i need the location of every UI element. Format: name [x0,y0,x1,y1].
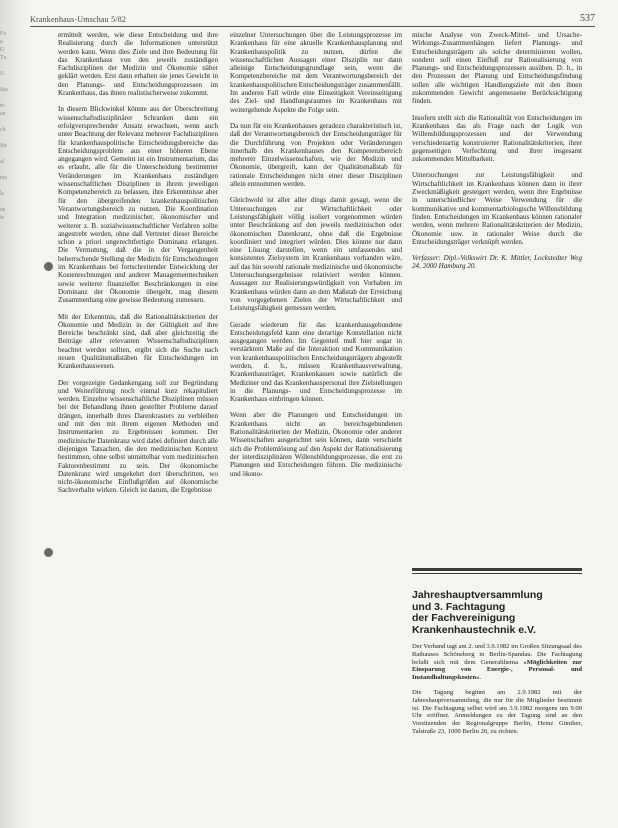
gutter-fragment: le [0,191,5,197]
paragraph: ermittelt werden, wie diese Entscheidung und ihre Realisierung durch die Informationen unterstützt werden kann. Wenn dies Ziele und ihre Bedeutung für das Krankenhaus von den jeweils zuständigen Fachdisziplinen der Medizin und Ökonomie näher geklärt werden. Erst dann erhalten sie jenes Gewicht in den Planungs- und Entscheidungsprozessen im Krankenhaus, das ihnen realistischerweise zukommt. [58,31,218,98]
header-rule [30,26,595,27]
paragraph: Gerade wiederum für das krankenhausgebundene Entscheidungsfeld kann eine derartige Konstellation nicht ausgegangen werden. Im Gegenteil muß hier sogar in verstärktem Maße auf die Interaktion und Kommunikation von krankenhauspolitischen Entscheidungsträgern abgestellt werden, d. h., müssen Krankenhausverwaltung, Krankenhausträger, Krankenkassen sowie natürlich die Mediziner und das Krankenhauspersonal ihre Zielstellungen in die Planungs- und Entscheidungsprozesse im Krankenhaus einbringen können. [230,320,402,404]
announcement-text: . [479,674,482,682]
gutter-fragment: Fo [0,31,7,37]
gutter-fragment: ch [0,127,6,133]
gutter-fragment [0,78,26,86]
gutter-fragment [0,94,26,102]
paragraph: einzelner Untersuchungen über die Leistungsprozesse im Krankenhaus für eine aktuelle Krankenhausplanung und Krankenhauspolitik zu nutzen, dürfen die wissenschaftlichen Aussagen einer Disziplin nur dann alleinige Entscheidungsgrundlage sein, wenn die Kompetenzbereiche mit dem Verantwortungsbereich der krankenhauspolitischen Entscheidungsträger zusammenfällt. Im anderen Fall würde eine Einseitigkeit Vereinseitigung des Ziel- und Handlungsraumes im Krankenhaus mit weitergehende Aspekte die Folge sein. [230,31,402,114]
gutter-fragment: re [0,103,5,109]
gutter-fragment [0,150,26,158]
gutter-fragment: nis [0,175,8,181]
gutter-fragment: a [0,39,3,45]
announcement-body [412,643,582,743]
gutter-fragment [0,166,26,174]
paragraph: In diesem Blickwinkel könnte aus der Überschreitung wissenschaftsdisziplinärer Schranken dann ein erfolgversprechender Ansatz erwachsen, wenn auch unter Beachtung der Relevanz mehrerer Fachdisziplinen für krankenhauspolitische Entscheidungsbereiche das Entscheidungsproblem aus einer höheren Ebene angegangen wird. Gemeint ist ein Instrumentarium, das es erlaubt, alle für die Unterscheidung bestimmter Veränderungen im Krankenhaus zuständigen wissenschaftlichen Disziplinen in ihrem jeweiligen Kompetenzbereich zu belassen, ihre Erkenntnisse aber für den übergreifenden krankenhauspolitischen Verantwortungsbereich zu nutzen. Die Koordination und Integration medizinischer, ökonomischer und weiterer z. B. sozialwissenschaftlicher Verfahren sollte angestrebt werden, ohne daß Vertreter dieser Bereiche schon a priori ungerechtfertigte Dominanz erlangen. Die Vermutung, daß die in der Vergangenheit beherrschende Stellung der Medizin für Entscheidungen im Krankenhaus bei fortschreitender Entwicklung der Kostenrechnungen und anderer Managementtechniken sowie weiterer finanzieller Beschränkungen in eine Dominanz der Ökonomie übergeht, mag diesem Zusammenhang eine gewisse Bedeutung zumessen. [58,105,218,305]
paragraph: Da nun für ein Krankenhauses geradezu charakteristisch ist, daß der Verantwortungsbereich der Entscheidungsträger für die Durchführung von Projekten oder Veränderungen innerhalb des Krankenhauses den Kompetenzbereich mehrerer Einzelwissenschaften, wie der Medizin und Ökonomie, übergreift, kann der Qualitätsmaßstab für rationale Entscheidungen nicht einer dieser Disziplinen allein entnommen werden. [230,121,402,189]
text-column-2 [230,31,402,486]
section-divider-thin [412,573,582,574]
gutter-fragment: an [0,111,6,117]
gutter-fragment: Stt [0,143,7,149]
page-header [30,12,595,26]
title-line: der Fachvereinigung [412,612,516,624]
text-column-1 [58,31,218,503]
gutter-fragment: Tu [0,55,7,61]
announcement-paragraph [412,643,582,682]
gutter-fragment: al [0,159,5,165]
page-number: 537 [580,13,595,24]
gutter-fragment [0,118,26,126]
punch-hole-mark [44,262,53,271]
paragraph: mische Analyse von Zweck-Mittel- und Ursache-Wirkungs-Zusammenhängen liefert Planungs- und Entscheidungsträgern als solche determinieren wollen, sondern soll einen Einfluß zur Rationalisierung von Planungs- und Entscheidungsprozessen ausüben. D. h., in den Prozessen der Planung und Entscheidungsfindung sollen alle wichtigen Handlungsziele mit den ihnen zukommenden Gewicht angemessene Berücksichtigung finden. [412,31,582,106]
gutter-fragment [0,182,26,190]
running-title: Krankenhaus-Umschau 5/82 [30,15,127,24]
announcement-paragraph: Die Tagung beginnt am 2.9.1982 mit der Jahreshauptversammlung, die nur für die Mitglieder bestimmt ist. Die Fachtagung selbst wird am 3.9.1982 morgens um 9.00 Uhr eröffnet. Anmeldungen zu der Tagung sind an den Vorsitzenden der Regionalgruppe Berlin, Heinz Günther, Talstraße 23, 1000 Berlin 20, zu richten. [412,688,582,735]
punch-hole-mark [44,548,53,557]
title-line: und 3. Fachtagung [412,600,506,613]
paragraph: Gleichwohl ist aller aller dings damit gesagt, wenn die Untersuchungen zur Wirtschaftlichkeit oder Leistungsfähigkeit völlig isoliert vorgenommen würden unter Beschränkung auf den jeweils medizinischen oder ökonomischen Datenkranz, ohne daß die Ergebnisse koordiniert und integriert würden. Dies könnte nur dann eine Lösung darstellen, wenn ein umfassendes und konsistentes Zielsystem im Krankenhaus vorhanden wäre, auf das hin sowohl rationale medizinische und ökonomische Untersuchungsergebnisse relativiert werden können. Aussagen zur Realisierungswürdigkeit von Vorhaben im Krankenhaus würden dann an dem Maßstab der Erreichung von vorgegebenen Zielen der Wirtschaftlichkeit und Leistungsfähigkeit gemessen werden. [230,196,402,313]
announcement-title [412,590,582,636]
announcement-text: Der Verband tagt am 2. und 3.9.1982 im Großen Sitzungsaal des Rathauses Schöneberg in Berlin-Spandau. Die Fachtagung befaßt sich mit dem Generalthema [412,643,583,666]
gutter-fragment: us [0,207,6,213]
gutter-fragment: te [0,215,5,221]
gutter-fragment [0,62,26,70]
gutter-fragment: G [0,47,5,53]
text-column-3 [412,31,582,279]
announcement-theme: »Möglichkeiten zur Einsparung von Energie-, Personal- und Instandhaltungskosten« [412,658,582,682]
title-line: Jahreshauptversammlung [412,589,543,601]
gutter-fragment [0,198,26,206]
adjacent-page-margin [0,30,26,820]
title-line: Krankenhaustechnik e.V. [412,623,536,636]
paragraph: Wenn aber die Planungen und Entscheidungen im Krankenhaus nicht an bereichsgebundenen Rationalitätskriterien der Medizin, Ökonomie oder anderer Wissenschaften ausgerichtet sein können, dann verschiebt sich die Problemlösung auf den Aspekt der Rationalisierung der interdisziplinären Willensbildungsprozesse, die erst zu Planungen und Entscheidungen führen. Die medizinische und ökono- [230,411,402,478]
gutter-fragment: Sta [0,87,8,93]
paragraph: Mit der Erkenntnis, daß die Rationalitätskriterien der Ökonomie und Medizin in der Gültigkeit auf ihre Bereiche beschränkt sind, daß aber gleichzeitig die Beiträge aller relevanten Wissenschaftsdisziplinen beachtet werden sollten, ergibt sich die Suche nach neuen Qualitätsmaßstäben für Entscheidungen im Krankenhauswesen. [58,312,218,371]
section-divider [412,568,582,571]
gutter-fragment [0,134,26,142]
paragraph: Der vorgezeigte Gedankengang soll zur Begründung und Weiterführung noch einmal kurz rekapituliert werden. Einzelne wissenschaftliche Disziplinen müssen bei der Behandlung ihnen gestellter Probleme darauf drängen, innerhalb ihres Darenkrasters zu verbleiben und mit den mit ihrem eigenen Methoden und Instrumentarien zu Ergebnissen kommen. Der medizinische Datenkranz wird dabei definiert durch alle diejenigen Tatsachen, die den medizinischen Kontext bestimmen, ohne selbst unmittelbar vom medizinischen Faktorenbestimmt zu sein. Der ökonomische Datenkranz wird umgekehrt dort überschritten, wo nicht-ökonomische Einflußgrößen auf ökonomische Sachverhalte wirken. Gleich ist darum, die Ergebnisse [58,378,218,495]
paragraph: Insofern stellt sich die Rationalität von Entscheidungen im Krankenhaus das als Frage nach der Logik von Willensbildungsprozessen und der Verwendung verschiedenartig konstruierter Rationalitätskriterien, ihrer gegenseitigen Verfechtung und ihrer insgesamt zukommenden Mittelbarkeit. [412,113,582,164]
author-note: Verfasser: Dipl.-Volkswirt Dr. K. Mittler, Lockstedter Weg 24, 2000 Hamburg 20. [412,254,582,271]
paragraph: Untersuchungen zur Leistungsfähigkeit und Wirtschaftlichkeit im Krankenhaus können dann in ihrer Zweckmäßigkeit gesteigert werden, wenn ihre Ergebnisse in unterschiedlicher Weise Verwendung für die kommunikative und kommentarbiologische Willensbildung finden. Entscheidungen im Krankenhaus können rationaler werden, wenn mehrere Rationalitätskriterien der Medizin, Ökonomie usw. in rationaler Weise durch die Entscheidungsträger verknüpft werden. [412,171,582,246]
gutter-fragment: U [0,71,5,77]
